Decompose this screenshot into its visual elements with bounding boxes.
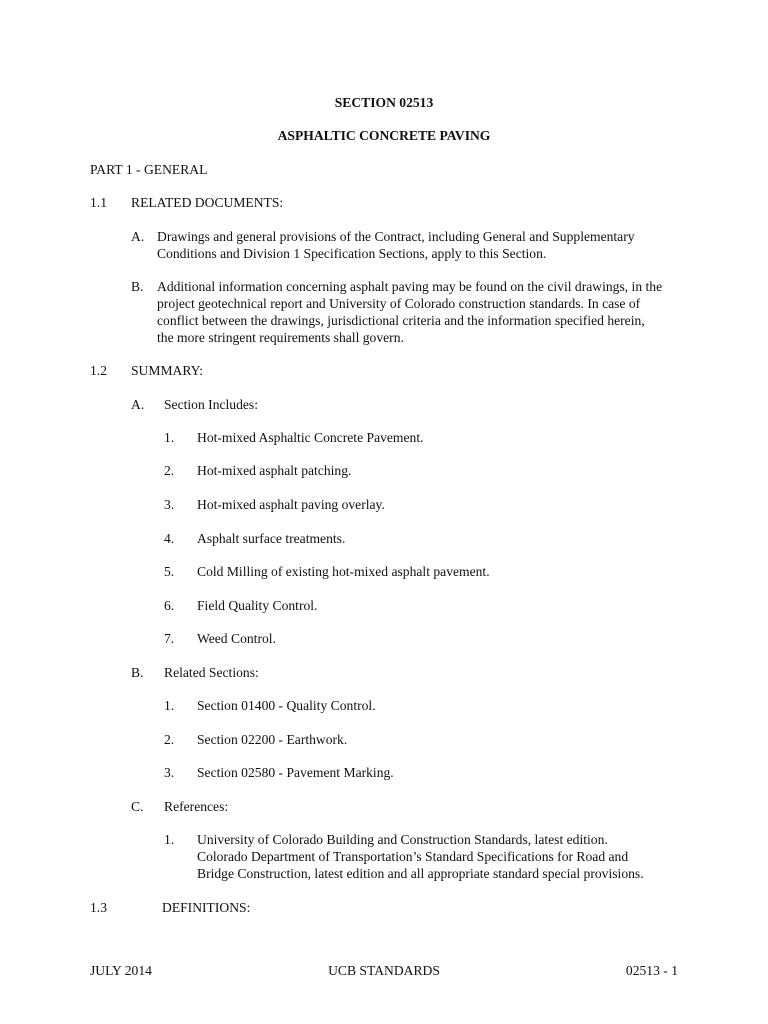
paragraph-a-label: A. xyxy=(131,397,145,412)
article-1-3-number: 1.3 xyxy=(90,900,107,915)
list-item: Weed Control. xyxy=(197,631,276,646)
list-item-number: 4. xyxy=(164,531,175,546)
list-item: Hot-mixed Asphaltic Concrete Pavement. xyxy=(197,430,424,445)
footer-center: UCB STANDARDS xyxy=(328,963,440,978)
paragraph-a-line: Conditions and Division 1 Specification Sections, apply to this Section. xyxy=(157,246,547,261)
list-item-number: 3. xyxy=(164,765,175,780)
list-item-number: 3. xyxy=(164,497,175,512)
paragraph-b-label: B. xyxy=(131,665,144,680)
paragraph-b-label: B. xyxy=(131,279,144,294)
section-number: SECTION 02513 xyxy=(334,95,434,110)
list-item-number: 6. xyxy=(164,598,175,613)
list-item-number: 5. xyxy=(164,564,175,579)
list-item: Field Quality Control. xyxy=(197,598,318,613)
list-item: Hot-mixed asphalt patching. xyxy=(197,463,352,478)
list-item-number: 1. xyxy=(164,832,175,847)
reference-line: University of Colorado Building and Construction Standards, latest edition. xyxy=(197,832,608,847)
list-item-number: 1. xyxy=(164,430,175,445)
reference-line: Colorado Department of Transportation’s Standard Specifications for Road and xyxy=(197,849,629,864)
list-item-number: 1. xyxy=(164,698,175,713)
paragraph-b-line: conflict between the drawings, jurisdictional criteria and the information specified herein, xyxy=(157,313,645,328)
paragraph-a-label: A. xyxy=(131,229,145,244)
list-item-number: 2. xyxy=(164,463,175,478)
paragraph-c-label: C. xyxy=(131,799,144,814)
paragraph-b-title: Related Sections: xyxy=(164,665,259,680)
article-1-1-number: 1.1 xyxy=(90,195,107,210)
article-1-2-title: SUMMARY: xyxy=(131,363,204,378)
paragraph-b-line: project geotechnical report and University of Colorado construction standards. In case of xyxy=(157,296,641,311)
paragraph-a-title: Section Includes: xyxy=(164,397,259,412)
list-item: Cold Milling of existing hot-mixed asphalt pavement. xyxy=(197,564,490,579)
list-item: Hot-mixed asphalt paving overlay. xyxy=(197,497,385,512)
article-1-2-number: 1.2 xyxy=(90,363,107,378)
list-item-number: 2. xyxy=(164,732,175,747)
paragraph-c-title: References: xyxy=(164,799,229,814)
part-heading: PART 1 - GENERAL xyxy=(90,162,208,177)
footer-date: JULY 2014 xyxy=(90,963,152,978)
reference-line: Bridge Construction, latest edition and all appropriate standard special provisions. xyxy=(197,866,644,881)
list-item: Section 02200 - Earthwork. xyxy=(197,732,348,747)
paragraph-b-line: Additional information concerning asphalt paving may be found on the civil drawings, in the xyxy=(157,279,663,294)
list-item-number: 7. xyxy=(164,631,175,646)
list-item: Asphalt surface treatments. xyxy=(197,531,346,546)
article-1-1-title: RELATED DOCUMENTS: xyxy=(131,195,284,210)
paragraph-a-line: Drawings and general provisions of the Contract, including General and Supplementary xyxy=(157,229,635,244)
list-item: Section 02580 - Pavement Marking. xyxy=(197,765,394,780)
paragraph-b-line: the more stringent requirements shall govern. xyxy=(157,330,404,345)
footer-page-number: 02513 - 1 xyxy=(625,963,678,978)
section-title: ASPHALTIC CONCRETE PAVING xyxy=(277,128,491,143)
article-1-3-title: DEFINITIONS: xyxy=(162,900,251,915)
list-item: Section 01400 - Quality Control. xyxy=(197,698,376,713)
